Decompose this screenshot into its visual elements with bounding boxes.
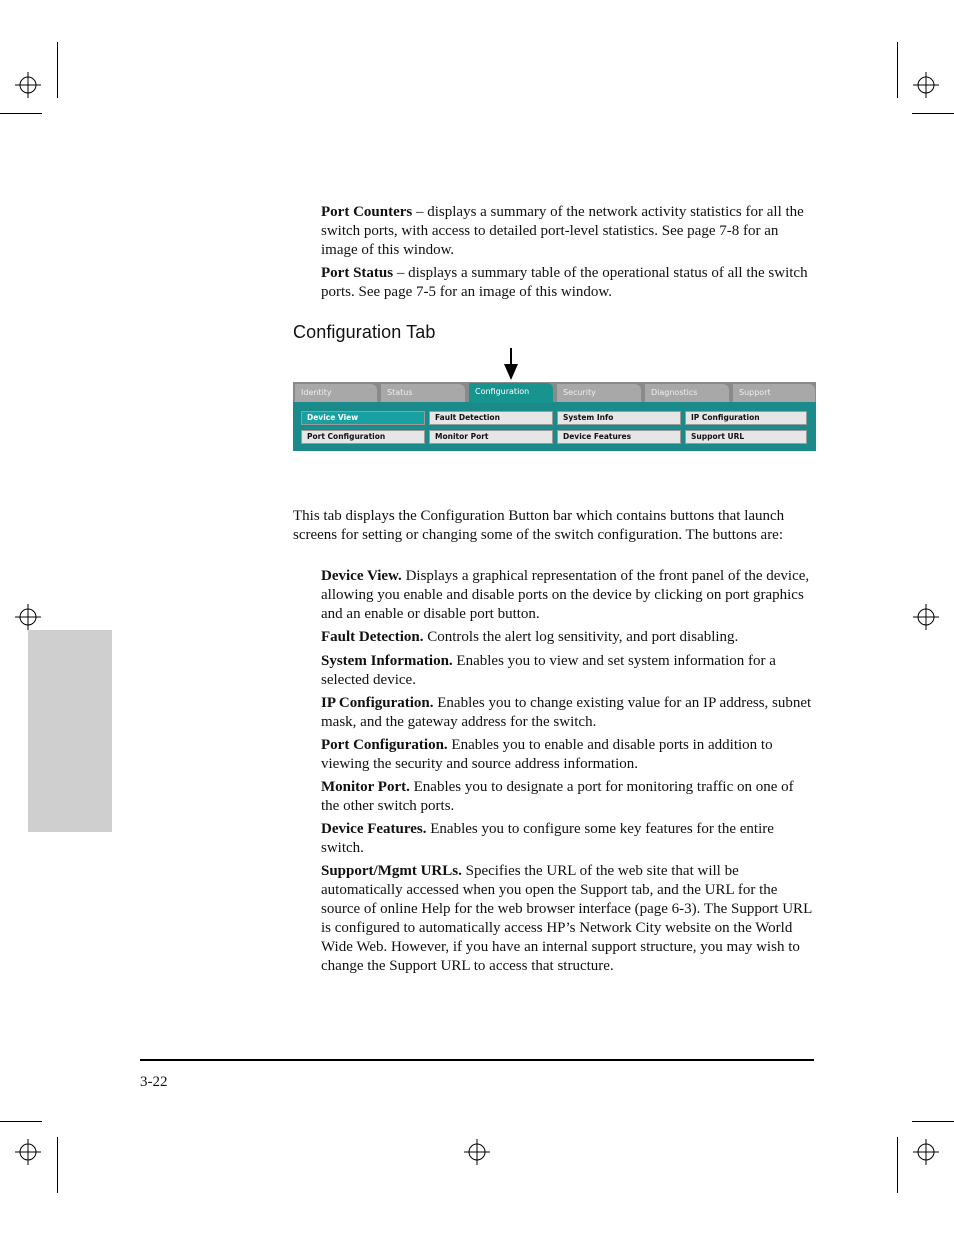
list-item-port-configuration [321, 736, 815, 774]
list-item-port-status [321, 264, 813, 302]
term: System Information. [321, 653, 453, 669]
device-view-button[interactable]: Device View [301, 411, 425, 425]
crop-line [897, 1137, 898, 1193]
port-configuration-button[interactable]: Port Configuration [301, 430, 425, 444]
registration-mark-icon [15, 1139, 41, 1165]
fault-detection-button[interactable]: Fault Detection [429, 411, 553, 425]
chapter-side-tab [28, 630, 112, 832]
crop-line [912, 113, 954, 114]
definition: – displays a summary table of the operational status of all the switch ports. See page 7-5 for an image of this window. [321, 265, 808, 300]
list-item-ip-configuration [321, 694, 815, 732]
support-url-button[interactable]: Support URL [685, 430, 807, 444]
monitor-port-button[interactable]: Monitor Port [429, 430, 553, 444]
definition: Controls the alert log sensitivity, and port disabling. [423, 629, 739, 645]
definition: Enables you to view and set system information for a selected device. [321, 653, 776, 688]
term: Port Configuration. [321, 737, 448, 753]
section-heading: Configuration Tab [293, 322, 436, 342]
tab-support[interactable]: Support [733, 384, 815, 402]
tab-status[interactable]: Status [381, 384, 465, 402]
crop-line [0, 113, 42, 114]
term: Port Counters [321, 204, 413, 220]
page-number: 3-22 [140, 1074, 168, 1090]
tab-security[interactable]: Security [557, 384, 641, 402]
list-item-fault-detection [321, 628, 815, 647]
term: IP Configuration. [321, 695, 434, 711]
definition: Enables you to configure some key features for the entire switch. [321, 821, 774, 856]
registration-mark-icon [913, 604, 939, 630]
definition: Enables you to change existing value for an IP address, subnet mask, and the gateway address for the switch. [321, 695, 812, 730]
term: Monitor Port. [321, 779, 410, 795]
registration-mark-icon [15, 72, 41, 98]
footer-rule [140, 1059, 814, 1061]
term: Port Status [321, 265, 394, 281]
tab-identity[interactable]: Identity [295, 384, 377, 402]
list-item-system-information [321, 652, 815, 690]
registration-mark-icon [15, 604, 41, 630]
crop-line [0, 1121, 42, 1122]
crop-line [912, 1121, 954, 1122]
definition: Displays a graphical representation of the front panel of the device, allowing you enable and disable ports on the device by clicking on port graphics and an enable or disable port button. [321, 568, 810, 622]
registration-mark-icon [913, 1139, 939, 1165]
section-description: This tab displays the Configuration Button bar which contains buttons that launch screens for setting or changing some of the switch configuration. The buttons are: [293, 508, 785, 543]
crop-line [57, 42, 58, 98]
system-info-button[interactable]: System Info [557, 411, 681, 425]
list-item-monitor-port [321, 778, 815, 816]
list-item-device-view [321, 567, 815, 624]
definition: – displays a summary of the network activity statistics for all the switch ports, with access to detailed port-level statistics. See page 7-8 for an image of this window. [321, 204, 804, 258]
crop-line [57, 1137, 58, 1193]
crop-line [897, 42, 898, 98]
ip-configuration-button[interactable]: IP Configuration [685, 411, 807, 425]
term: Device Features. [321, 821, 427, 837]
definition: Specifies the URL of the web site that will be automatically accessed when you open the Support tab, and the URL for the source of online Help for the web browser interface (page 6-3). The Support URL is configured to automatically access HP’s Network City website on the World Wide Web. However, if you have an internal support structure, you may wish to change the Support URL to access that structure. [321, 863, 812, 974]
registration-mark-icon [913, 72, 939, 98]
arrow-down-icon [504, 364, 518, 380]
configuration-tab-screenshot [293, 382, 816, 451]
list-item-device-features [321, 820, 815, 858]
tab-bar [293, 382, 816, 402]
tab-configuration[interactable]: Configuration [469, 383, 553, 403]
definition: Enables you to enable and disable ports in addition to viewing the security and source address information. [321, 737, 773, 772]
list-item-port-counters [321, 203, 813, 260]
device-features-button[interactable]: Device Features [557, 430, 681, 444]
term: Support/Mgmt URLs. [321, 863, 462, 879]
term: Device View. [321, 568, 402, 584]
definition: Enables you to designate a port for monitoring traffic on one of the other switch ports. [321, 779, 794, 814]
term: Fault Detection. [321, 629, 424, 645]
registration-mark-icon [464, 1139, 490, 1165]
tab-diagnostics[interactable]: Diagnostics [645, 384, 729, 402]
list-item-support-mgmt-urls [321, 862, 815, 976]
